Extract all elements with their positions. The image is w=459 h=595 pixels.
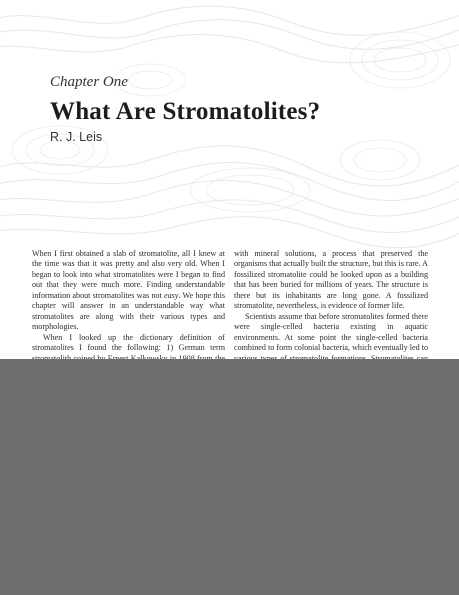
body-paragraph [32, 249, 225, 333]
italic-term: easy [164, 290, 179, 300]
text-run: with mineral solutions, a process that preserved the organisms that actually built the structure, but this is rare. A fossilized stromatolite could be looked upon as a building that has been buried for millions of years. The structure is there but its inhabitants are long gone. A fossilized stromatolite, nevertheless, is evidence of former life. [234, 249, 428, 311]
chapter-title: What Are Stromatolites? [50, 98, 321, 125]
text-run: When I first obtained a slab of stromatolite, all I knew at the time was that it was pretty and also very old. When I began to look into what stromatolites were I began to find out that they were much more. Finding understandable information about stromatolites was not [32, 249, 225, 300]
body-column-right [234, 249, 428, 367]
preview-mask-overlay [0, 359, 459, 595]
author-name: R. J. Leis [50, 130, 103, 144]
text-run: When I looked up the dictionary definition of stromatolites I found the following: 1) German term [32, 332, 225, 353]
body-column-left [32, 249, 225, 367]
text-run: Scientists assume that before stromatolites formed there were single-celled bacteria existing in aquatic environments. At some point the single-celled bacteria combined to form colonial bacteria, which eventually led to [234, 311, 428, 353]
text-run: . We hope this chapter will answer in an understandable way what stromatolites are along with their various types and morphologies. [32, 290, 225, 332]
body-paragraph [234, 249, 428, 312]
chapter-label: Chapter One [50, 74, 128, 90]
